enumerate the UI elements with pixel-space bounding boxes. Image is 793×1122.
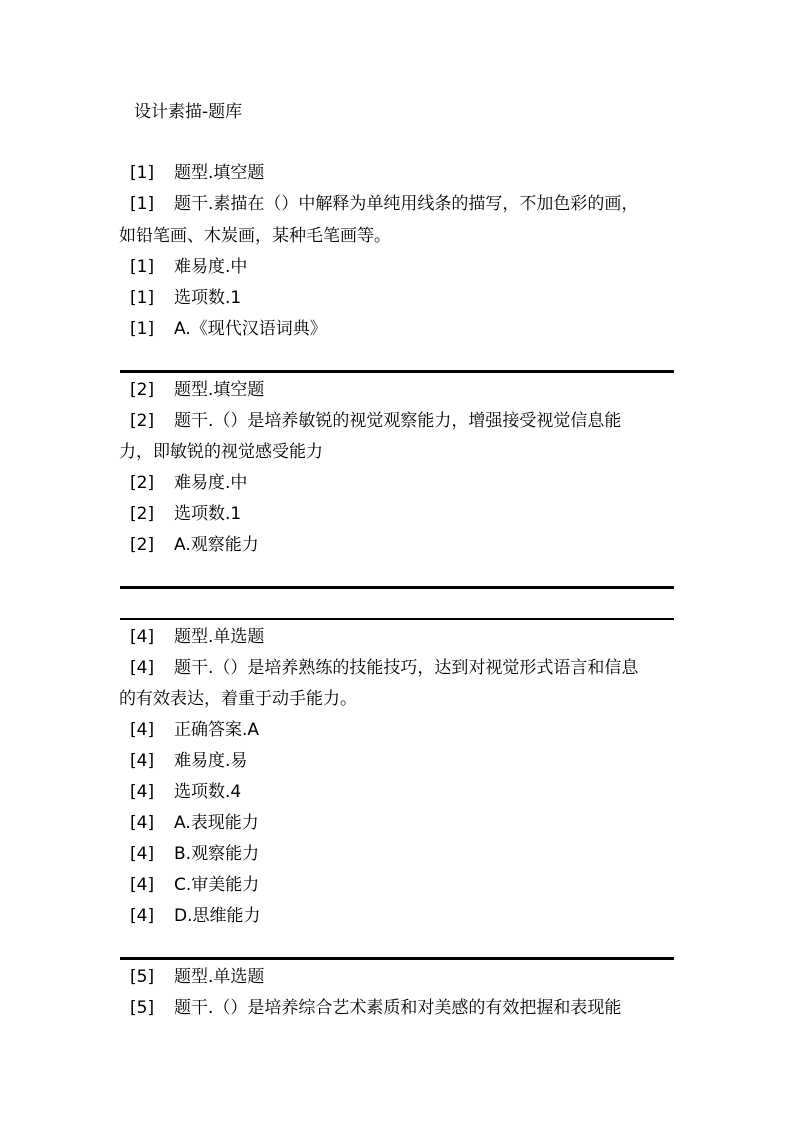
q1-option-a-line <box>130 317 327 341</box>
q5-tag: [5] <box>130 998 155 1018</box>
q4-tag: [4] <box>130 782 155 802</box>
q2-option-a-line <box>130 533 259 557</box>
q4-answer-line <box>130 718 259 742</box>
q1-option-count: 选项数.1 <box>174 288 242 308</box>
q4-type-line <box>130 625 264 649</box>
q2-type: 题型.填空题 <box>174 380 265 400</box>
q5-stem-line <box>130 996 621 1020</box>
q1-difficulty: 难易度.中 <box>174 257 248 277</box>
q2-tag: [2] <box>130 380 155 400</box>
q2-tag: [2] <box>130 504 155 524</box>
q4-option-c: C.审美能力 <box>174 875 260 895</box>
q4-answer: 正确答案.A <box>174 720 260 740</box>
q1-tag: [1] <box>130 288 155 308</box>
q2-difficulty: 难易度.中 <box>174 473 248 493</box>
q4-option-count: 选项数.4 <box>174 782 242 802</box>
q5-tag: [5] <box>130 967 155 987</box>
q2-tag: [2] <box>130 411 155 431</box>
q4-difficulty: 难易度.易 <box>174 751 248 771</box>
section-divider <box>120 957 674 960</box>
q5-type-line <box>130 965 264 989</box>
section-divider <box>120 618 674 620</box>
q5-stem: 题干.（）是培养综合艺术素质和对美感的有效把握和表现能 <box>174 998 622 1018</box>
q1-tag: [1] <box>130 194 155 214</box>
q4-type: 题型.单选题 <box>174 627 265 647</box>
q4-option-d-line <box>130 904 261 928</box>
q1-type: 题型.填空题 <box>174 163 265 183</box>
q4-option-a-line <box>130 811 259 835</box>
q1-tag: [1] <box>130 319 155 339</box>
q4-tag: [4] <box>130 658 155 678</box>
q5-type: 题型.单选题 <box>174 967 265 987</box>
q2-stem-continuation: 力，即敏锐的视觉感受能力 <box>119 442 323 462</box>
q4-tag: [4] <box>130 844 155 864</box>
q4-option-b-line <box>130 842 259 866</box>
q4-tag: [4] <box>130 751 155 771</box>
section-divider <box>120 370 674 373</box>
q2-option-count: 选项数.1 <box>174 504 242 524</box>
q2-type-line <box>130 378 264 402</box>
q2-tag: [2] <box>130 535 155 555</box>
q2-stem: 题干.（）是培养敏锐的视觉观察能力，增强接受视觉信息能 <box>174 411 622 431</box>
q1-difficulty-line <box>130 255 247 279</box>
q4-difficulty-line <box>130 749 247 773</box>
q4-tag: [4] <box>130 813 155 833</box>
q4-option-count-line <box>130 780 241 804</box>
q2-tag: [2] <box>130 473 155 493</box>
q4-tag: [4] <box>130 875 155 895</box>
q2-stem-line <box>130 409 621 433</box>
q4-stem-line <box>130 656 638 680</box>
q4-tag: [4] <box>130 627 155 647</box>
q1-type-line <box>130 161 264 185</box>
q4-option-b: B.观察能力 <box>174 844 260 864</box>
q2-option-count-line <box>130 502 241 526</box>
q1-stem-line <box>130 192 638 216</box>
q4-option-c-line <box>130 873 259 897</box>
q4-stem: 题干.（）是培养熟练的技能技巧，达到对视觉形式语言和信息 <box>174 658 639 678</box>
q1-option-a: A.《现代汉语词典》 <box>174 319 327 339</box>
q4-tag: [4] <box>130 720 155 740</box>
q1-option-count-line <box>130 286 241 310</box>
q1-stem: 题干.素描在（）中解释为单纯用线条的描写，不加色彩的画， <box>174 194 639 214</box>
q2-option-a: A.观察能力 <box>174 535 259 555</box>
q1-stem-continuation: 如铅笔画、木炭画，某种毛笔画等。 <box>119 226 391 246</box>
q1-tag: [1] <box>130 257 155 277</box>
q1-tag: [1] <box>130 163 155 183</box>
section-divider <box>120 586 674 589</box>
q4-option-a: A.表现能力 <box>174 813 259 833</box>
q4-stem-continuation: 的有效表达，着重于动手能力。 <box>119 689 357 709</box>
q2-difficulty-line <box>130 471 247 495</box>
q4-tag: [4] <box>130 906 155 926</box>
q4-option-d: D.思维能力 <box>174 906 261 926</box>
document-title: 设计素描-题库 <box>134 102 243 122</box>
